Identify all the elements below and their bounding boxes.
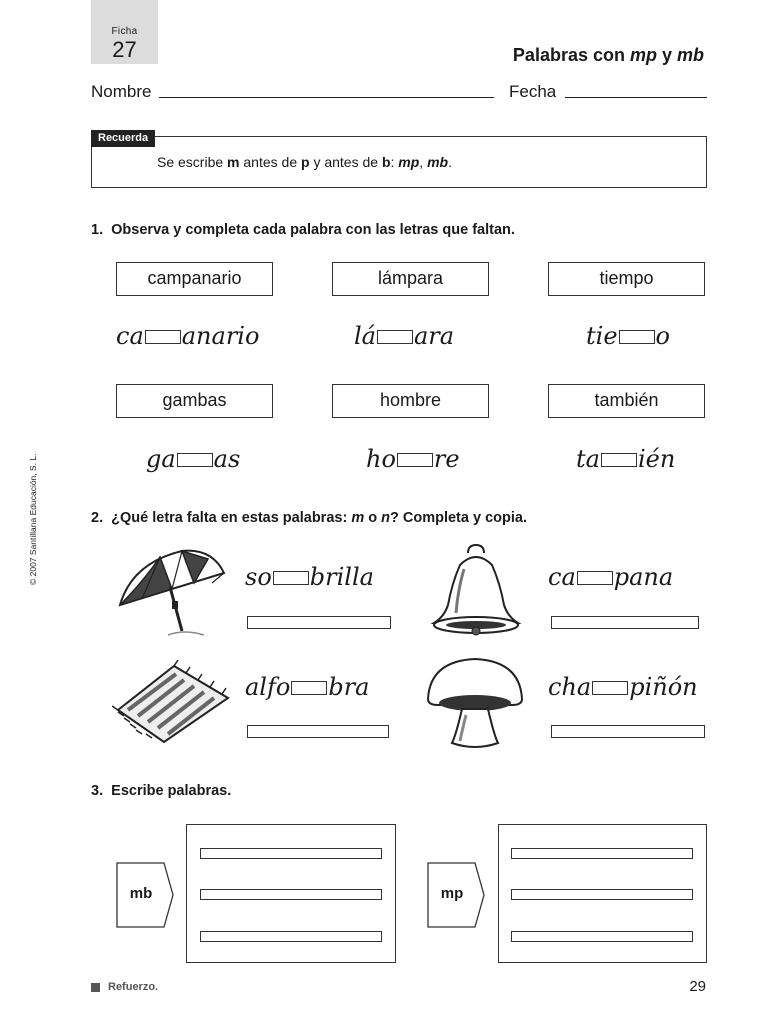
question-1: 1. Observa y completa cada palabra con las letras que faltan. (91, 222, 515, 238)
word-box: lámpara (332, 262, 489, 296)
umbrella-image (112, 543, 230, 638)
letter-blank[interactable] (291, 681, 327, 695)
letter-blank[interactable] (177, 453, 213, 467)
letter-blank[interactable] (397, 453, 433, 467)
mb-tag-label: mb (129, 885, 153, 902)
write-line[interactable] (200, 889, 382, 900)
recuerda-tag: Recuerda (91, 130, 155, 147)
footer-square-icon (91, 983, 100, 992)
letter-blank[interactable] (145, 330, 181, 344)
write-line[interactable] (511, 848, 693, 859)
cursive-word: ta ién (576, 445, 676, 473)
answer-line[interactable] (551, 616, 699, 629)
page-title: Palabras con mp y mb (512, 45, 704, 65)
write-line[interactable] (511, 889, 693, 900)
cursive-word: so brilla (245, 563, 374, 591)
cursive-word: tie o (586, 322, 670, 350)
nombre-field[interactable] (159, 97, 494, 98)
page-number: 29 (689, 978, 706, 995)
word-box: hombre (332, 384, 489, 418)
question-2: 2. ¿Qué letra falta en estas palabras: m o n? Completa y copia. (91, 510, 527, 526)
write-line[interactable] (200, 848, 382, 859)
write-line[interactable] (200, 931, 382, 942)
cursive-word: ca anario (116, 322, 260, 350)
copyright-text: © 2007 Santillana Educación, S. L. (28, 453, 38, 585)
word-box: campanario (116, 262, 273, 296)
letter-blank[interactable] (601, 453, 637, 467)
ficha-label: Ficha (111, 26, 138, 37)
cursive-word: ga as (146, 445, 241, 473)
rug-image (112, 660, 232, 746)
letter-blank[interactable] (273, 571, 309, 585)
letter-blank[interactable] (577, 571, 613, 585)
fecha-label: Fecha (509, 82, 557, 101)
cursive-word: lá ara (354, 322, 455, 350)
question-3: 3. Escribe palabras. (91, 783, 232, 799)
letter-blank[interactable] (619, 330, 655, 344)
word-box: gambas (116, 384, 273, 418)
answer-line[interactable] (551, 725, 705, 738)
letter-blank[interactable] (592, 681, 628, 695)
letter-blank[interactable] (377, 330, 413, 344)
answer-line[interactable] (247, 725, 389, 738)
ficha-badge (91, 0, 158, 64)
word-box: tiempo (548, 262, 705, 296)
fecha-field[interactable] (565, 97, 707, 98)
bell-image (430, 543, 522, 638)
answer-line[interactable] (247, 616, 391, 629)
mp-tag-label: mp (440, 885, 464, 902)
rule-text: Se escribe m antes de p y antes de b: mp, mb. (157, 154, 452, 170)
nombre-label: Nombre (91, 82, 152, 101)
cursive-word: ca pana (548, 563, 674, 591)
ficha-number: 27 (112, 37, 137, 62)
cursive-word: cha piñón (548, 673, 698, 701)
mushroom-image (422, 655, 528, 751)
write-line[interactable] (511, 931, 693, 942)
word-box: también (548, 384, 705, 418)
cursive-word: ho re (366, 445, 460, 473)
footer-label: Refuerzo. (108, 981, 159, 993)
cursive-word: alfo bra (245, 673, 370, 701)
mb-tag (116, 862, 174, 926)
mp-tag (427, 862, 485, 926)
